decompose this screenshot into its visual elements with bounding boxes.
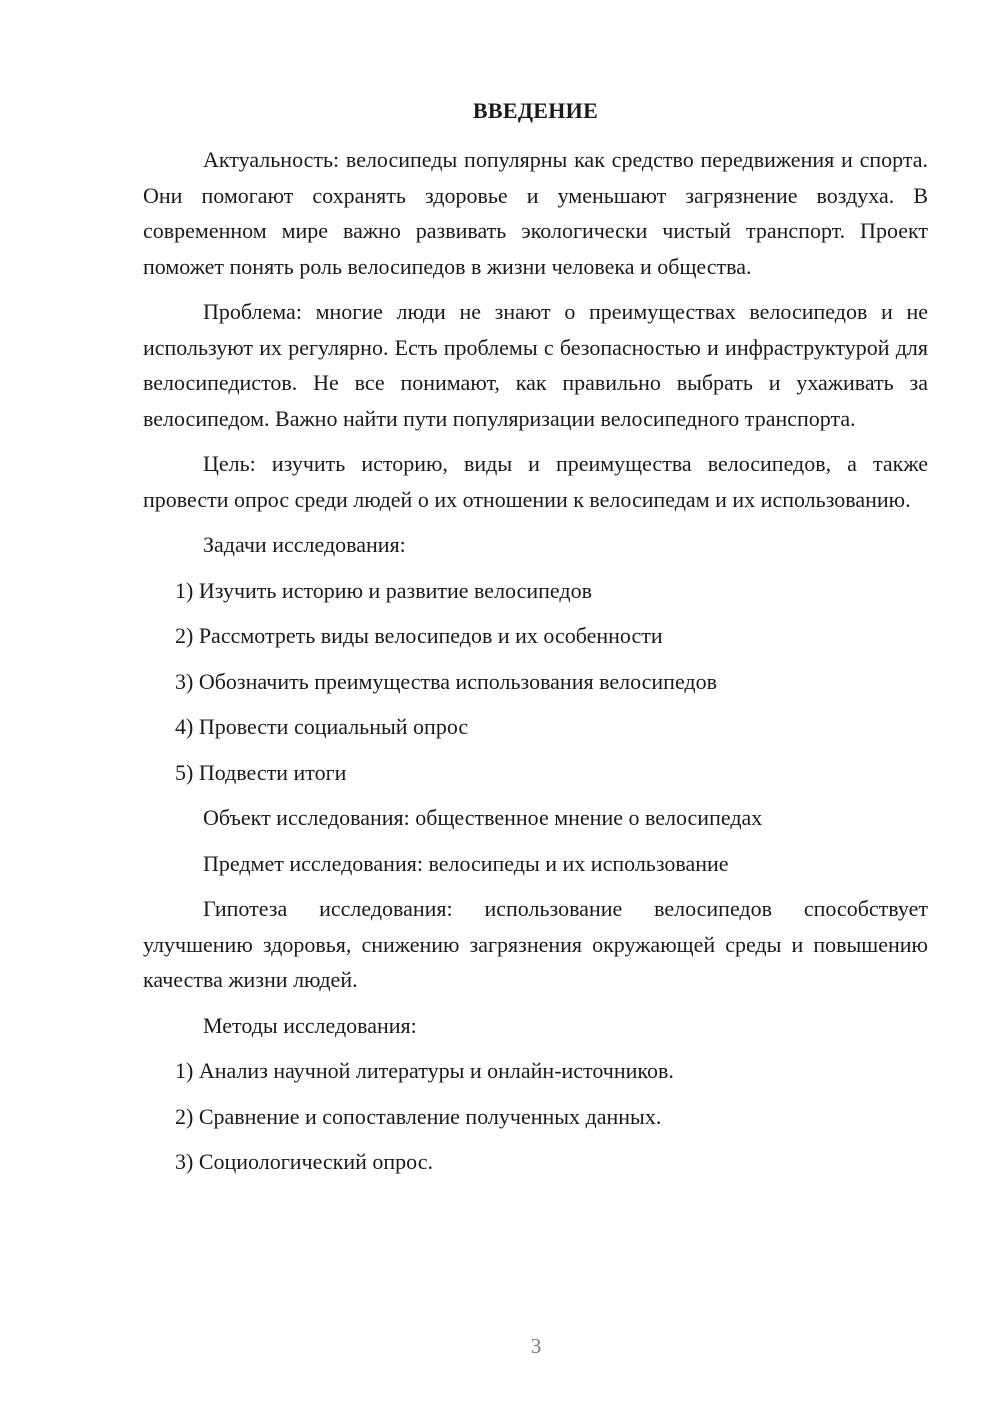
methods-heading: Методы исследования: bbox=[203, 1012, 417, 1038]
task-item-2: 2) Рассмотреть виды велосипедов и их особенности bbox=[175, 623, 663, 648]
method-item-3: 3) Социологический опрос. bbox=[175, 1149, 433, 1174]
relevance-paragraph: Актуальность: велосипеды популярны как средство передвижения и спорта. Они помогают сохранять здоровье и уменьшают загрязнение воздуха. В современном мире важно развивать экологически чистый транспорт. Проект поможет понять роль велосипедов в жизни человека и общества. bbox=[143, 147, 928, 279]
problem-paragraph: Проблема: многие люди не знают о преимуществах велосипедов и не используют их регулярно. Есть проблемы с безопасностью и инфраструктурой для велосипедистов. Не все понимают, как правильно выбрать и ухаживать за велосипедом. Важно найти пути популяризации велосипедного транспорта. bbox=[143, 299, 928, 431]
research-object: Объект исследования: общественное мнение о велосипедах bbox=[203, 805, 763, 830]
tasks-heading: Задачи исследования: bbox=[203, 532, 406, 557]
task-item-1: 1) Изучить историю и развитие велосипедов bbox=[175, 577, 592, 603]
hypothesis-paragraph: Гипотеза исследования: использование велосипедов способствует улучшению здоровья, снижению загрязнения окружающей среды и повышению качества жизни людей. bbox=[143, 896, 928, 992]
method-item-2: 2) Сравнение и сопоставление полученных данных. bbox=[175, 1103, 662, 1129]
goal-paragraph: Цель: изучить историю, виды и преимущества велосипедов, а также провести опрос среди людей о их отношении к велосипедам и их использованию. bbox=[143, 451, 928, 512]
page-number: 3 bbox=[530, 1334, 542, 1358]
document-body bbox=[143, 142, 928, 1190]
research-subject: Предмет исследования: велосипеды и их использование bbox=[203, 850, 729, 876]
task-item-4: 4) Провести социальный опрос bbox=[175, 714, 469, 739]
task-item-5: 5) Подвести итоги bbox=[175, 759, 347, 785]
method-item-1: 1) Анализ научной литературы и онлайн-источников. bbox=[175, 1058, 674, 1083]
section-title: ВВЕДЕНИЕ bbox=[472, 98, 599, 123]
task-item-3: 3) Обозначить преимущества использования велосипедов bbox=[175, 668, 718, 694]
